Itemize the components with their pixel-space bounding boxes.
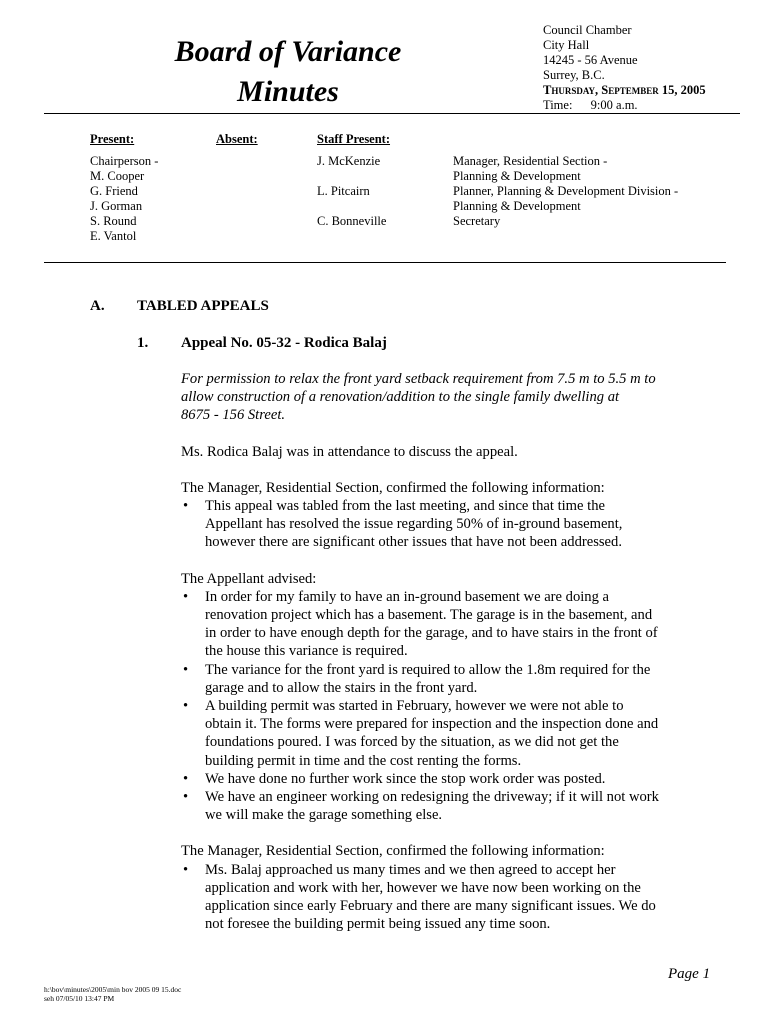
file-stamp-line: seh 07/05/10 13:47 PM: [44, 994, 115, 1003]
staff-name: J. McKenzie: [317, 154, 381, 168]
item-number: 1.: [137, 335, 149, 351]
staff-role: Planner, Planning & Development Division -: [453, 184, 679, 198]
staff-role: Secretary: [453, 214, 501, 228]
present-label: Present:: [90, 132, 135, 146]
present-member: M. Cooper: [90, 169, 145, 183]
staff-name: C. Bonneville: [317, 214, 387, 228]
staff-name: L. Pitcairn: [317, 184, 370, 198]
list-item: • Ms. Balaj approached us many times and we then agreed to accept her application and work with her, however we have now been working on the application since early February and there are many significant issues. We do not foresee the building permit being issued any time soon.: [181, 861, 726, 934]
staff-label: Staff Present:: [317, 132, 391, 146]
location-line: 14245 - 56 Avenue: [543, 53, 638, 67]
present-member: S. Round: [90, 214, 137, 228]
list-item: • We have done no further work since the stop work order was posted.: [181, 770, 726, 788]
present-member: E. Vantol: [90, 229, 137, 243]
purpose-line: allow construction of a renovation/addition to the single family dwelling at: [181, 389, 620, 406]
attendance-note: Ms. Rodica Balaj was in attendance to discuss the appeal.: [181, 443, 518, 460]
staff-column: [317, 132, 390, 154]
title-line-2: Minutes: [237, 75, 339, 108]
staff-role: Planning & Development: [453, 169, 581, 183]
manager-intro: The Manager, Residential Section, confirmed the following information:: [181, 479, 605, 496]
section-letter: A.: [90, 298, 105, 314]
meeting-time: [543, 98, 706, 113]
manager-points-second: [181, 861, 726, 934]
time-value: 9:00 a.m.: [590, 98, 638, 112]
present-member: Chairperson -: [90, 154, 159, 168]
appellant-points: [181, 588, 726, 825]
present-member: G. Friend: [90, 184, 138, 198]
present-member: J. Gorman: [90, 199, 143, 213]
manager-intro-second: The Manager, Residential Section, confirmed the following information:: [181, 843, 605, 860]
file-path: [44, 985, 181, 1003]
list-item: • The variance for the front yard is required to allow the 1.8m required for the garage and to allow the stairs in the front yard.: [181, 661, 726, 697]
minutes-body: [181, 370, 726, 933]
list-item: • In order for my family to have an in-ground basement we are doing a renovation project which has a basement. The garage is in the basement, and in order to have enough depth for the garage, and to have stairs in the front of the house this variance is required.: [181, 588, 726, 661]
time-label: Time:: [543, 98, 573, 112]
staff-roles: [453, 154, 678, 229]
list-item: • This appeal was tabled from the last meeting, and since that time the Appellant has resolved the issue regarding 50% of in-ground basement, however there are significant other issues that have not been addressed.: [181, 497, 726, 552]
purpose-line: For permission to relax the front yard setback requirement from 7.5 m to 5.5 m to: [181, 371, 656, 387]
file-path-line: h:\bov\minutes\2005\min bov 2005 09 15.doc: [44, 985, 182, 994]
purpose-line: 8675 - 156 Street.: [181, 407, 286, 424]
page-number: Page 1: [668, 966, 711, 982]
location-line: Council Chamber: [543, 23, 632, 37]
manager-points: [181, 497, 726, 552]
location-line: City Hall: [543, 38, 590, 52]
absent-label: Absent:: [216, 132, 258, 146]
absent-column: [216, 132, 258, 154]
present-column: [90, 132, 158, 244]
document-title: [108, 32, 468, 112]
section-title: TABLED APPEALS: [137, 298, 269, 314]
meeting-details: [543, 23, 706, 113]
location-line: Surrey, B.C.: [543, 68, 605, 82]
appellant-intro: The Appellant advised:: [181, 570, 317, 587]
staff-role: Manager, Residential Section -: [453, 154, 608, 168]
appeal-purpose: [181, 370, 726, 425]
attendance-divider: [44, 262, 726, 263]
header-divider: [44, 113, 740, 114]
list-item: • We have an engineer working on redesigning the driveway; if it will not work we will make the garage something else.: [181, 788, 726, 824]
title-line-1: Board of Variance: [174, 35, 402, 68]
staff-role: Planning & Development: [453, 199, 581, 213]
list-item: • A building permit was started in February, however we were not able to obtain it. The forms were prepared for inspection and the inspection done and foundations poured. I was forced by the situation, as we did not get the building permit in time and the cost renting the forms.: [181, 697, 726, 770]
meeting-date: Thursday, September 15, 2005: [543, 83, 706, 97]
item-title: Appeal No. 05-32 - Rodica Balaj: [181, 335, 387, 351]
